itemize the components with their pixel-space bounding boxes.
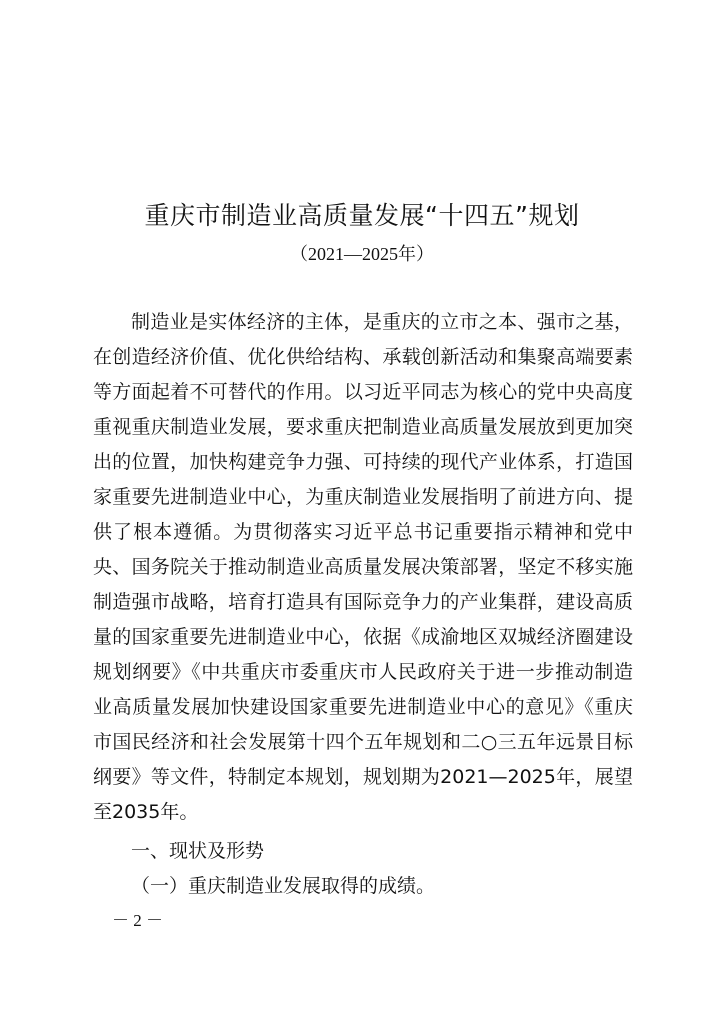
document-subtitle: （2021—2025年） xyxy=(290,244,434,264)
subsection-heading: （一）重庆制造业发展取得的成绩。 xyxy=(131,875,436,897)
document-title: 重庆市制造业高质量发展“十四五”规划 xyxy=(144,201,580,230)
page-number: － 2 － xyxy=(112,911,163,930)
intro-paragraph: 制造业是实体经济的主体，是重庆的立市之本、强市之基，在创造经济价值、优化供给结构、承载创新活动和集聚高端要素等方面起着不可替代的作用。以习近平同志为核心的党中央高度重视重庆制造业发展，要求重庆把制造业高质量发展放到更加突出的位置，加快构建竞争力强、可持续的现代产业体系，打造国家重要先进制造业中心，为重庆制造业发展指明了前进方向、提供了根本遵循。为贯彻落实习近平总书记重要指示精神和党中央、国务院关于推动制造业高质量发展决策部署，坚定不移实施制造强市战略，培育打造具有国际竞争力的产业集群，建设高质量的国家重要先进制造业中心，依据《成渝地区双城经济圈建设规划纲要》《中共重庆市委重庆市人民政府关于进一步推动制造业高质量发展加快建设国家重要先进制造业中心的意见》《重庆市国民经济和社会发展第十四个五年规划和二○三五年远景目标纲要》等文件，特制定本规划，规划期为2021—2025年，展望至2035年。 xyxy=(93,311,633,823)
section-heading: 一、现状及形势 xyxy=(131,840,265,862)
